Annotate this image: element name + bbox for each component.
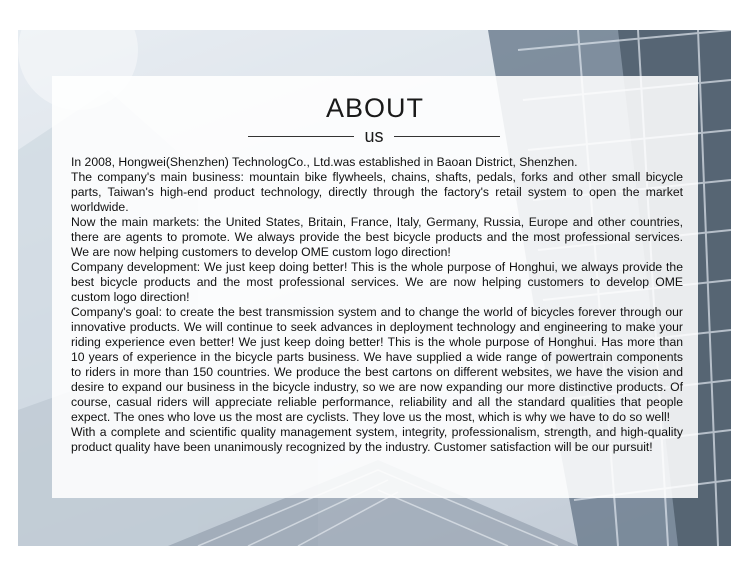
divider-line-left xyxy=(248,136,354,137)
about-body xyxy=(71,155,683,455)
divider-line-right xyxy=(394,136,500,137)
paragraph-main-markets: Now the main markets: the United States, Britain, France, Italy, Germany, Russia, Europe and other countries, there are agents to promote. We always provide the best bicycle products and the most professional services. We are now helping customers to develop OME custom logo direction! xyxy=(71,215,683,259)
paragraph-company-goal: Company's goal: to create the best transmission system and to change the world of bicycles forever through our innovative products. We will continue to seek advances in deployment technology and engineering to make your riding experience even better! We just keep doing better! This is the whole purpose of Honghui. Has more than 10 years of experience in the bicycle parts business. We have supplied a wide range of powertrain components to riders in more than 150 countries. We produce the best cartons on different websites, we have the vision and desire to expand our business in the bicycle industry, so we are now expanding our more distinctive products. Of course, casual riders will appreciate reliable performance, reliability and all the standard qualities that people expect. The ones who love us the most are cyclists. They love us the most, which is why we have to do so well! xyxy=(71,305,683,424)
paragraph-founding: In 2008, Hongwei(Shenzhen) TechnologCo., Ltd.was established in Baoan District, Shenzhen. xyxy=(71,155,578,169)
page-title: ABOUT xyxy=(325,93,424,123)
paragraph-company-development: Company development: We just keep doing better! This is the whole purpose of Honghui, we always provide the best bicycle products and the most professional services. We are now helping customers to develop OME custom logo direction! xyxy=(71,260,683,304)
paragraph-main-business: The company's main business: mountain bike flywheels, chains, shafts, pedals, forks and other small bicycle parts, Taiwan's high-end product technology, directly through the factory's retail system to open the market worldwide. xyxy=(71,170,683,214)
subtitle-divider xyxy=(248,124,500,148)
page-subtitle: us xyxy=(364,126,384,146)
paragraph-quality: With a complete and scientific quality management system, integrity, professionalism, strength, and high-quality product quality have been unanimously recognized by the industry. Customer satisfaction will be our pursuit! xyxy=(71,425,683,454)
